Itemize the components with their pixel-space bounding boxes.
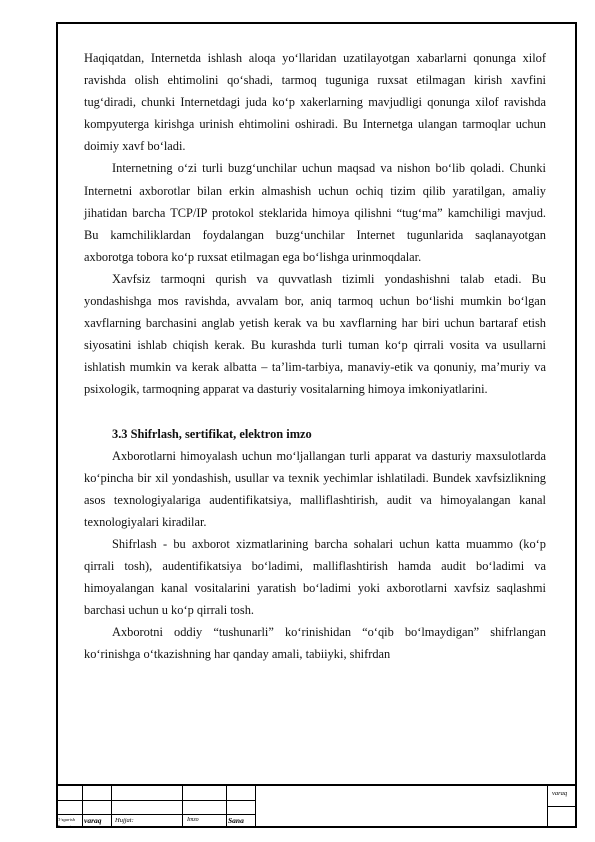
document-body <box>84 47 546 666</box>
stamp-varaq-right: varaq <box>552 790 568 797</box>
section-paragraph-3: Axborotni oddiy “tushunarli” ko‘rinishidan “o‘qib bo‘lmaydigan” shifrlangan ko‘rinishga o‘tkazishning har qanday amali, tabiiyki, shifrdan <box>84 625 546 662</box>
stamp-imzo: Imzo <box>187 817 199 823</box>
stamp-sana: Sana <box>228 816 244 825</box>
section-heading: 3.3 Shifrlash, sertifikat, elektron imzo <box>112 426 312 441</box>
stamp-hujjat: Hujjat: <box>115 817 134 824</box>
paragraph-2: Internetning o‘zi turli buzg‘unchilar uchun maqsad va nishon bo‘lib qoladi. Chunki Internetni axborotlar bilan erkin almashish uchun ochiq tizim qilib yaratilgan, amaliy jihatidan barcha TCP/IP protokol steklarida himoya qilishni “tug‘ma” kamchiligi mavjud. Bu kamchiliklardan foydalangan buzg‘unchilar Internet tugunlarida saqlanayotgan axborotga tobora ko‘p ruxsat etilmagan ega bo‘lishga urinmoqdalar. <box>84 161 546 264</box>
section-paragraph-1: Axborotlarni himoyalash uchun mo‘ljallangan turli apparat va dasturiy maxsulotlarda ko‘pincha bir xil yondashish, usullar va texnik yechimlar ishlatiladi. Bundek xavfsizlikning asos texnologiyalariga audentifikatsiya, malliflashtirish, audit va himoyalangan kanal texnologiyalari kiradilar. <box>84 448 546 529</box>
stamp-ozgarish: O‘zgarish <box>57 817 76 822</box>
stamp-varaq: varaq <box>84 816 102 825</box>
section-paragraph-2: Shifrlash - bu axborot xizmatlarining barcha sohalari uchun katta muammo (ko‘p qirrali tosh), audentifikatsiya bo‘ladimi, malliflashtirish hamda audit bo‘ladimi va himoyalangan kanal vositalarini yaratish bo‘ladimi yoki axborotlarni xavfsiz saqlashmi barchasi uchun u ko‘p qirrali tosh. <box>84 536 546 618</box>
paragraph-3: Xavfsiz tarmoqni qurish va quvvatlash tizimli yondashishni talab etadi. Bu yondashishga mos ravishda, avvalam bor, aniq tarmoq uchun bo‘lishi mumkin bo‘lgan xavflarning barchasini anglab yetish kerak va bu xavflarning har biri uchun bartaraf etish siyosatini ishlab chiqish kerak. Bu kurashda turli tuman ko‘p qirrali vosita va usullarni ishlatish mumkin va kerak albatta – ta’lim-tarbiya, manaviy-etik va qonuniy, ma’muriy va psixologik, tarmoqning apparat va dasturiy vositalarning himoya imkoniyatlarini. <box>84 271 546 397</box>
stamp-nomeri: Nomeri <box>57 824 71 829</box>
paragraph-1: Haqiqatdan, Internetda ishlash aloqa yo‘llaridan uzatilayotgan xabarlarni qonunga xilof ravishda olish ehtimolini qo‘shadi, tarmoq tuguniga ruxsat etilmagan kirish xavfini tug‘diradi, chunki Internetdagi juda ko‘p xakerlarning mavjudligi qonunga xilof ravishda kompyuterga kirishga urinish ehtimolini oshiradi. Bu Internetga ulangan tarmoqlar uchun doimiy xavf bo‘ladi. <box>84 51 546 154</box>
title-block <box>56 784 577 828</box>
